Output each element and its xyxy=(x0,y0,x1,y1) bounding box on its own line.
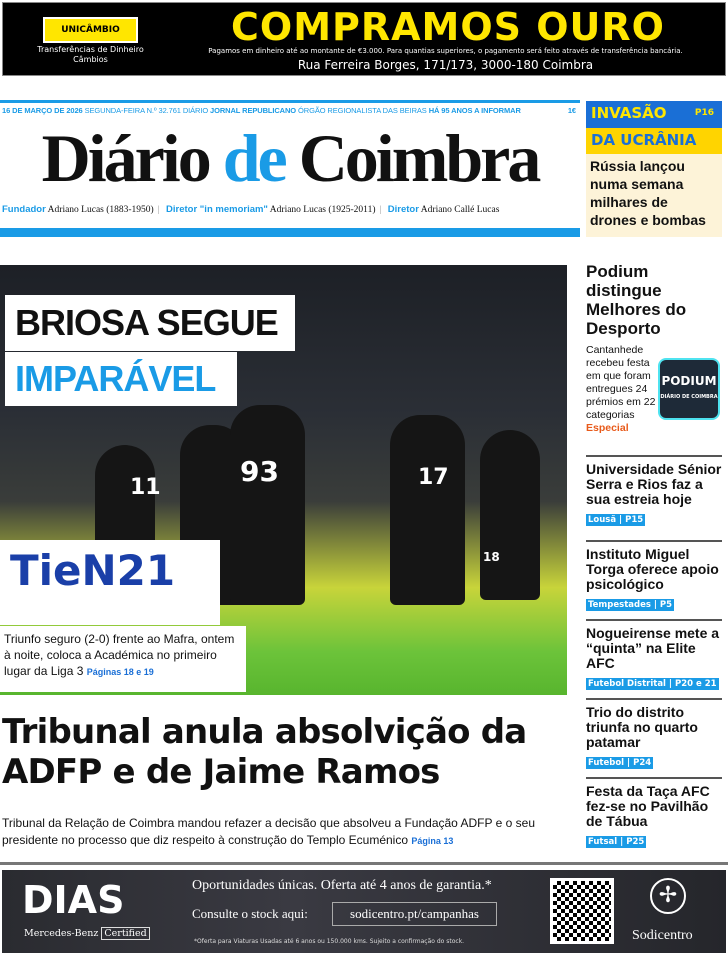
dias-logo: DIAS xyxy=(22,878,125,922)
sidebar-story[interactable] xyxy=(586,455,722,526)
photo-headline-2[interactable]: IMPARÁVEL xyxy=(5,352,237,406)
story-headline: Podium distingue Melhores do Desporto xyxy=(586,262,687,338)
story-tag: Especial xyxy=(586,422,629,434)
jersey-number: 17 xyxy=(418,465,449,490)
masthead-word: de xyxy=(222,120,285,196)
sidebar xyxy=(586,262,722,852)
story-headline: Trio do distrito triunfa no quarto patamar xyxy=(586,704,698,750)
story-headline: Nogueirense mete a “quinta” na Elite AFC xyxy=(586,625,720,671)
page-ref[interactable]: Página 13 xyxy=(411,836,454,846)
story-tag: Futebol Distrital | P20 e 21 xyxy=(588,679,717,689)
ad-text: Pagamos em dinheiro até ao montante de €3.000. Para quantias superiores, o pagamento será feito através de transferência bancária. xyxy=(208,47,683,55)
founders-line: Fundador Adriano Lucas (1883-1950) | Diretor "in memoriam" Adriano Lucas (1925-2011) | Diretor Adriano Callé Lucas xyxy=(2,204,500,215)
ad-offer: Oportunidades únicas. Oferta até 4 anos de garantia.* xyxy=(192,878,492,893)
sponsor-board xyxy=(0,540,220,625)
ad-fine-print: *Oferta para Viaturas Usadas até 6 anos ou 150.000 kms. Sujeito a confirmação do stock. xyxy=(194,938,465,945)
teaser-title-2: DA UCRÂNIA xyxy=(586,128,722,154)
ad-stock-label: Consulte o stock aqui: xyxy=(192,906,308,921)
page-ref[interactable]: Páginas 18 e 19 xyxy=(86,667,154,677)
founder-name: Adriano Lucas (1883-1950) xyxy=(47,205,154,215)
mercedes-star-icon: ✢ xyxy=(650,878,686,914)
sidebar-story[interactable] xyxy=(586,698,722,769)
director-memoriam-name: Adriano Lucas (1925-2011) xyxy=(269,205,376,215)
qr-code-icon[interactable] xyxy=(550,878,614,944)
story-text: Cantanhede recebeu festa em que foram entregues 24 prémios em 22 categorias xyxy=(586,344,656,421)
story-headline: Festa da Taça AFC fez-se no Pavilhão de Tábua xyxy=(586,783,710,829)
ukraine-teaser[interactable] xyxy=(586,101,722,237)
deck-text: Tribunal da Relação de Coimbra mandou refazer a decisão que absolveu a Fundação ADFP e o seu presidente no processo que diz respeito à construção do Templo Ecuménico xyxy=(2,816,535,847)
story-tag: Futsal | P25 xyxy=(588,837,645,847)
logo-subtitle: Transferências de Dinheiro Câmbios xyxy=(37,45,144,64)
brand-sub: Mercedes-Benz xyxy=(24,928,99,939)
main-headline[interactable]: Tribunal anula absolvição da ADFP e de Jaime Ramos xyxy=(2,712,527,792)
masthead[interactable] xyxy=(0,113,580,203)
jersey-number: 18 xyxy=(483,550,500,564)
issue-info: SEGUNDA-FEIRA N.º 32.761 DIÁRIO xyxy=(84,106,209,115)
bottom-advertisement[interactable] xyxy=(2,870,726,953)
sidebar-story[interactable] xyxy=(586,540,722,611)
date: 16 DE MARÇO DE 2026 xyxy=(2,106,83,115)
sidebar-story[interactable] xyxy=(586,619,722,690)
director-label: Diretor xyxy=(387,204,419,215)
jersey-number: 11 xyxy=(130,475,161,500)
caption-text: Triunfo seguro (2-0) frente ao Mafra, ontem à noite, coloca a Académica no primeiro lugar da Liga 3 xyxy=(4,632,235,678)
ad-url[interactable]: sodicentro.pt/campanhas xyxy=(332,902,497,926)
ad-headline: COMPRAMOS OURO xyxy=(231,5,665,49)
podium-logo: PODIUM DIÁRIO DE COIMBRA xyxy=(658,358,720,420)
teaser-text: Rússia lançou numa semana milhares de drones e bombas xyxy=(590,158,706,228)
header-bar xyxy=(0,228,580,237)
price: 1€ xyxy=(567,106,576,115)
issue-info-2: ÓRGÃO REGIONALISTA DAS BEIRAS xyxy=(298,106,427,115)
mercedes-certified xyxy=(24,928,150,939)
dealer-name: Sodicentro xyxy=(632,928,693,943)
page-ref: P16 xyxy=(694,108,714,118)
tagline: JORNAL REPUBLICANO xyxy=(210,106,297,115)
photo-caption xyxy=(0,626,246,692)
sidebar-story[interactable] xyxy=(586,777,722,848)
sponsor-text: TieN21 xyxy=(10,546,176,595)
top-advertisement[interactable] xyxy=(2,2,726,76)
director-name: Adriano Callé Lucas xyxy=(420,205,500,215)
certified-label: Certified xyxy=(101,927,149,940)
founder-label: Fundador xyxy=(2,204,46,215)
story-headline: Instituto Miguel Torga oferece apoio psicológico xyxy=(586,546,719,592)
story-tag: Futebol | P24 xyxy=(588,758,652,768)
story-tag: Lousã | P15 xyxy=(588,515,644,525)
teaser-title: INVASÃO xyxy=(591,104,667,122)
story-headline: Universidade Sénior Serra e Rios faz a sua estreia hoje xyxy=(586,461,722,507)
divider xyxy=(0,862,728,865)
photo-headline[interactable]: BRIOSA SEGUE xyxy=(5,295,295,351)
tagline-2: HÁ 95 ANOS A INFORMAR xyxy=(428,106,521,115)
director-memoriam-label: Diretor "in memoriam" xyxy=(166,204,268,215)
unicambio-logo: UNICÂMBIO xyxy=(43,17,138,43)
story-tag: Tempestades | P5 xyxy=(588,600,673,610)
ad-address: Rua Ferreira Borges, 171/173, 3000-180 Coimbra xyxy=(297,58,594,72)
masthead-word: Coimbra xyxy=(298,120,539,196)
masthead-word: Diário xyxy=(41,120,209,196)
jersey-number: 93 xyxy=(240,455,279,488)
divider xyxy=(0,100,580,103)
main-deck xyxy=(2,815,578,850)
sidebar-story-podium[interactable] xyxy=(586,262,722,435)
